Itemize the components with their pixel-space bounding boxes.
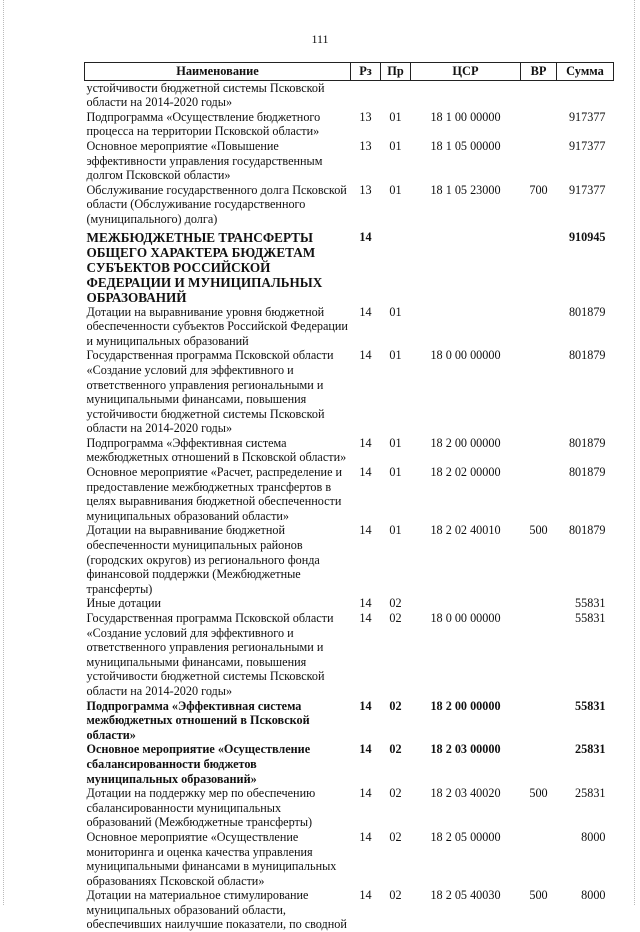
row-pr: 01 [389, 465, 402, 480]
row-sum: 25831 [575, 742, 606, 757]
table-row-section [85, 227, 614, 305]
row-name: Государственная программа Псковской области «Создание условий для эффективного и ответственного управления региональными и муниципальными финансами, повышения устойчивости бюджетной системы Псковской области на 2014-2020 годы» [86, 611, 334, 698]
row-pr: 01 [389, 523, 402, 538]
row-name: Основное мероприятие «Расчет, распределение и предоставление межбюджетных трансфертов в целях выравнивания бюджетной обеспеченности муниципальных образований области» [86, 465, 343, 523]
row-sum: 55831 [575, 698, 606, 713]
row-pr: 01 [389, 304, 402, 319]
table-row [85, 742, 614, 786]
row-rz: 14 [359, 698, 372, 713]
row-pr: 02 [389, 829, 402, 844]
row-pr: 02 [389, 742, 402, 757]
row-vr: 500 [529, 523, 548, 538]
table-row [85, 611, 614, 699]
row-rz: 14 [359, 596, 372, 611]
row-vr [521, 465, 557, 523]
row-sum: 917377 [568, 138, 606, 153]
table-header-row [85, 63, 614, 81]
row-rz [351, 80, 381, 110]
row-rz: 14 [359, 304, 372, 319]
row-csr: 18 2 02 00000 [430, 465, 501, 480]
row-vr [521, 227, 557, 305]
row-vr: 500 [529, 786, 548, 801]
table-row [85, 596, 614, 611]
row-pr: 02 [389, 888, 402, 903]
row-sum: 801879 [568, 348, 606, 363]
header-csr: ЦСР [411, 63, 521, 81]
row-name: Подпрограмма «Эффективная система межбюджетных отношений в Псковской области» [86, 435, 347, 465]
row-csr [411, 596, 521, 611]
row-name: Государственная программа Псковской области «Создание условий для эффективного и ответственного управления региональными и муниципальными финансами, повышения устойчивости бюджетной системы Псковской области на 2014-2020 годы» [86, 348, 334, 436]
row-name: устойчивости бюджетной системы Псковской области на 2014-2020 годы» [86, 80, 325, 110]
header-name: Наименование [85, 63, 351, 81]
row-pr: 02 [389, 698, 402, 713]
row-name: Обслуживание государственного долга Псковской области (Обслуживание государственного (муниципального) долга) [86, 182, 347, 226]
row-sum: 917377 [568, 109, 606, 124]
table-row [85, 80, 614, 110]
row-vr [521, 436, 557, 465]
row-csr: 18 1 00 00000 [430, 109, 501, 124]
row-rz: 14 [359, 229, 372, 244]
row-name: Дотации на поддержку мер по обеспечению сбалансированности муниципальных образований (Межбюджетные трансферты) [86, 786, 316, 830]
row-sum: 25831 [575, 786, 606, 801]
header-pr: Пр [381, 63, 411, 81]
row-pr: 02 [389, 611, 402, 625]
row-vr [521, 139, 557, 183]
row-name: Подпрограмма «Осуществление бюджетного процесса на территории Псковской области» [86, 109, 321, 139]
row-rz: 14 [359, 829, 372, 844]
row-name: Иные дотации [86, 596, 162, 611]
row-sum: 917377 [568, 182, 606, 197]
row-vr [521, 611, 557, 699]
row-sum: 8000 [581, 829, 606, 844]
row-csr: 18 2 05 40030 [430, 888, 501, 903]
row-csr: 18 2 03 40020 [430, 786, 501, 801]
row-name: Основное мероприятие «Осуществление сбалансированности бюджетов муниципальных образований» [86, 742, 311, 786]
row-pr: 01 [389, 435, 402, 450]
row-csr [411, 227, 521, 305]
table-row [85, 436, 614, 465]
row-rz: 14 [359, 786, 372, 801]
scan-edge-left [3, 0, 5, 905]
row-rz: 14 [359, 888, 372, 903]
row-vr [521, 80, 557, 110]
row-csr: 18 2 03 00000 [430, 742, 501, 757]
row-vr [521, 596, 557, 611]
table-row [85, 699, 614, 743]
row-sum: 801879 [568, 523, 606, 538]
row-name: Дотации на выравнивание уровня бюджетной обеспеченности субъектов Российской Федерации и муниципальных образований [86, 304, 348, 348]
row-vr [521, 305, 557, 349]
table-row [85, 465, 614, 523]
page-number: 111 [311, 32, 329, 46]
row-pr: 02 [389, 786, 402, 801]
row-sum: 55831 [575, 596, 606, 611]
row-csr [411, 80, 521, 110]
row-sum: 55831 [575, 611, 606, 625]
row-csr: 18 0 00 00000 [430, 348, 501, 363]
row-vr [521, 348, 557, 436]
row-sum: 801879 [568, 304, 606, 319]
row-sum: 8000 [581, 888, 606, 903]
table-row [85, 305, 614, 349]
table-row [85, 110, 614, 139]
budget-table [84, 62, 614, 932]
row-csr: 18 1 05 23000 [430, 182, 501, 197]
row-rz: 14 [359, 742, 372, 757]
table-row [85, 523, 614, 596]
row-name: Дотации на материальное стимулирование муниципальных образований области, обеспечивших наилучшие показатели, по сводной [86, 888, 347, 932]
row-rz: 14 [359, 523, 372, 538]
row-csr: 18 2 00 00000 [430, 698, 501, 713]
row-csr: 18 0 00 00000 [430, 611, 501, 625]
row-vr: 700 [529, 182, 548, 197]
row-csr: 18 2 02 40010 [430, 523, 501, 538]
row-rz: 14 [359, 465, 372, 480]
row-rz: 14 [359, 348, 372, 363]
row-rz: 13 [359, 109, 372, 124]
row-pr [381, 80, 411, 110]
row-name: Основное мероприятие «Повышение эффективности управления государственным долгом Псковской области» [86, 138, 323, 183]
row-name: Подпрограмма «Эффективная система межбюджетных отношений в Псковской области» [86, 698, 310, 742]
header-sum: Сумма [557, 63, 614, 81]
row-csr [411, 305, 521, 349]
row-sum [557, 80, 614, 110]
row-pr: 01 [389, 348, 402, 363]
row-pr [381, 227, 411, 305]
row-pr: 01 [389, 138, 402, 153]
scan-edge-right [634, 0, 636, 905]
table-row [85, 139, 614, 183]
row-sum: 801879 [568, 435, 606, 450]
row-rz: 13 [359, 138, 372, 153]
row-vr [521, 110, 557, 139]
row-csr: 18 2 00 00000 [430, 435, 501, 450]
row-name: МЕЖБЮДЖЕТНЫЕ ТРАНСФЕРТЫ ОБЩЕГО ХАРАКТЕРА БЮДЖЕТАМ СУБЪЕКТОВ РОССИЙСКОЙ ФЕДЕРАЦИИ И МУНИЦИПАЛЬНЫХ ОБРАЗОВАНИЙ [86, 229, 323, 305]
row-rz: 13 [359, 182, 372, 197]
row-sum: 801879 [568, 465, 606, 480]
header-vr: ВР [521, 63, 557, 81]
row-rz: 14 [359, 435, 372, 450]
table-row [85, 830, 614, 888]
row-rz: 14 [359, 611, 372, 625]
row-pr: 02 [389, 596, 402, 611]
row-name: Основное мероприятие «Осуществление мониторинга и оценка качества управления муниципальными финансами в муниципальных образованиях Псковской области» [86, 829, 337, 888]
row-sum: 910945 [568, 229, 606, 244]
table-row [85, 348, 614, 436]
row-pr: 01 [389, 109, 402, 124]
row-vr [521, 742, 557, 786]
header-rz: Рз [351, 63, 381, 81]
table-row [85, 786, 614, 830]
row-vr: 500 [529, 888, 548, 903]
row-vr [521, 830, 557, 888]
row-csr: 18 2 05 00000 [430, 829, 501, 844]
row-name: Дотации на выравнивание бюджетной обеспеченности муниципальных районов (городских округов) из регионального фонда финансовой поддержки (Межбюджетные трансферты) [86, 523, 320, 596]
row-vr [521, 699, 557, 743]
table-row [85, 183, 614, 227]
row-csr: 18 1 05 00000 [430, 138, 501, 153]
table-row [85, 888, 614, 932]
row-pr: 01 [389, 182, 402, 197]
